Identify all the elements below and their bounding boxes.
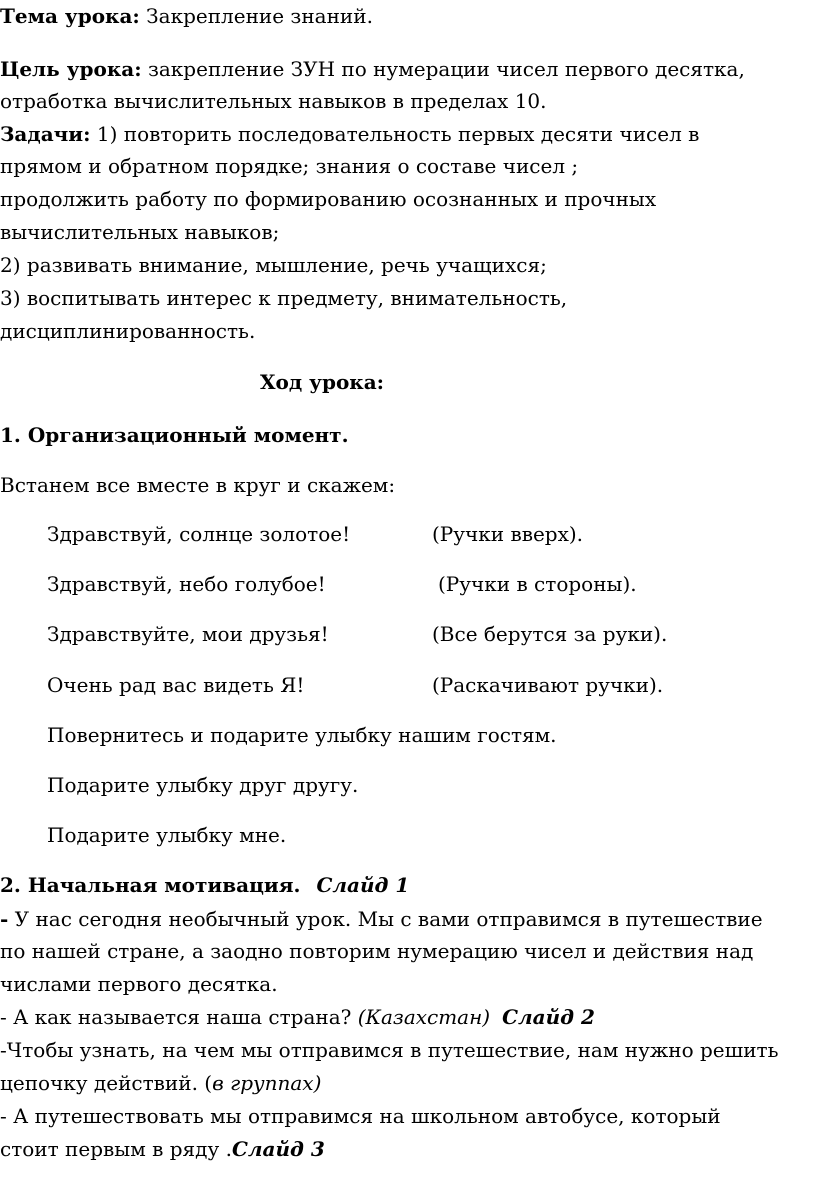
tasks-label: Задачи:	[0, 122, 91, 146]
tasks-line-5: 2) развивать внимание, мышление, речь учащихся;	[0, 253, 547, 277]
section2-p3-line-1: -Чтобы узнать, на чем мы отправимся в путешествие, нам нужно решить	[0, 1038, 779, 1062]
topic-text: Закрепление знаний.	[139, 4, 373, 28]
verse-1-action: (Ручки вверх).	[432, 522, 584, 546]
section2-title-line	[0, 871, 409, 899]
verse-4: Очень рад вас видеть Я!	[47, 673, 305, 697]
tasks-line-4: вычислительных навыков;	[0, 220, 280, 244]
tasks-line-3: продолжить работу по формированию осознанных и прочных	[0, 187, 657, 211]
p1-text-1: У нас сегодня необычный урок. Мы с вами отправимся в путешествие	[8, 907, 763, 931]
section2-p1-line-2: по нашей стране, а заодно повторим нумерацию чисел и действия над	[0, 939, 754, 963]
section2-p1-line-1	[0, 905, 763, 933]
section2-p2	[0, 1003, 595, 1031]
tasks-text-1: 1) повторить последовательность первых десяти чисел в	[90, 122, 700, 146]
verse-3-action: (Все берутся за руки).	[432, 622, 668, 646]
slide-2-label: Слайд 2	[502, 1005, 595, 1029]
tasks-line-2: прямом и обратном порядке; знания о составе чисел ;	[0, 154, 579, 178]
p1-dash: -	[0, 907, 9, 931]
verse-2: Здравствуй, небо голубое!	[47, 572, 326, 596]
section2-p3-line-2	[0, 1069, 321, 1097]
section1-title: 1. Организационный момент.	[0, 423, 349, 447]
topic-line	[0, 2, 373, 30]
slide-3-label: Слайд 3	[231, 1137, 325, 1161]
p2-question: - А как называется наша страна?	[0, 1005, 358, 1029]
tasks-line-1	[0, 120, 699, 148]
topic-label: Тема урока:	[0, 4, 140, 28]
p3-text-2a: цепочку действий. (	[0, 1071, 213, 1095]
p3-text-2b: в группах)	[212, 1071, 322, 1095]
section1-line-1: Повернитесь и подарите улыбку нашим гостям.	[47, 723, 557, 747]
verse-1: Здравствуй, солнце золотое!	[47, 522, 351, 546]
goal-line-1	[0, 55, 745, 83]
p2-answer: (Казахстан)	[357, 1005, 491, 1029]
section2-p1-line-3: числами первого десятка.	[0, 972, 278, 996]
goal-line-2: отработка вычислительных навыков в пределах 10.	[0, 89, 547, 113]
section1-line-2: Подарите улыбку друг другу.	[47, 773, 359, 797]
tasks-line-7: дисциплинированность.	[0, 319, 256, 343]
lesson-heading: Ход урока:	[260, 370, 385, 394]
goal-text-1: закрепление ЗУН по нумерации чисел первого десятка,	[141, 57, 745, 81]
tasks-line-6: 3) воспитывать интерес к предмету, внимательность,	[0, 286, 568, 310]
slide-1-label: Слайд 1	[316, 873, 410, 897]
section2-p4-line-1: - А путешествовать мы отправимся на школьном автобусе, который	[0, 1104, 721, 1128]
p4-text-2: стоит первым в ряду .	[0, 1137, 232, 1161]
verse-4-action: (Раскачивают ручки).	[432, 673, 664, 697]
section2-p4-line-2	[0, 1135, 325, 1163]
goal-label: Цель урока:	[0, 57, 142, 81]
section1-intro: Встанем все вместе в круг и скажем:	[0, 473, 396, 497]
verse-3: Здравствуйте, мои друзья!	[47, 622, 329, 646]
verse-2-action: (Ручки в стороны).	[438, 572, 637, 596]
section2-title: 2. Начальная мотивация.	[0, 873, 301, 897]
section1-line-3: Подарите улыбку мне.	[47, 823, 287, 847]
